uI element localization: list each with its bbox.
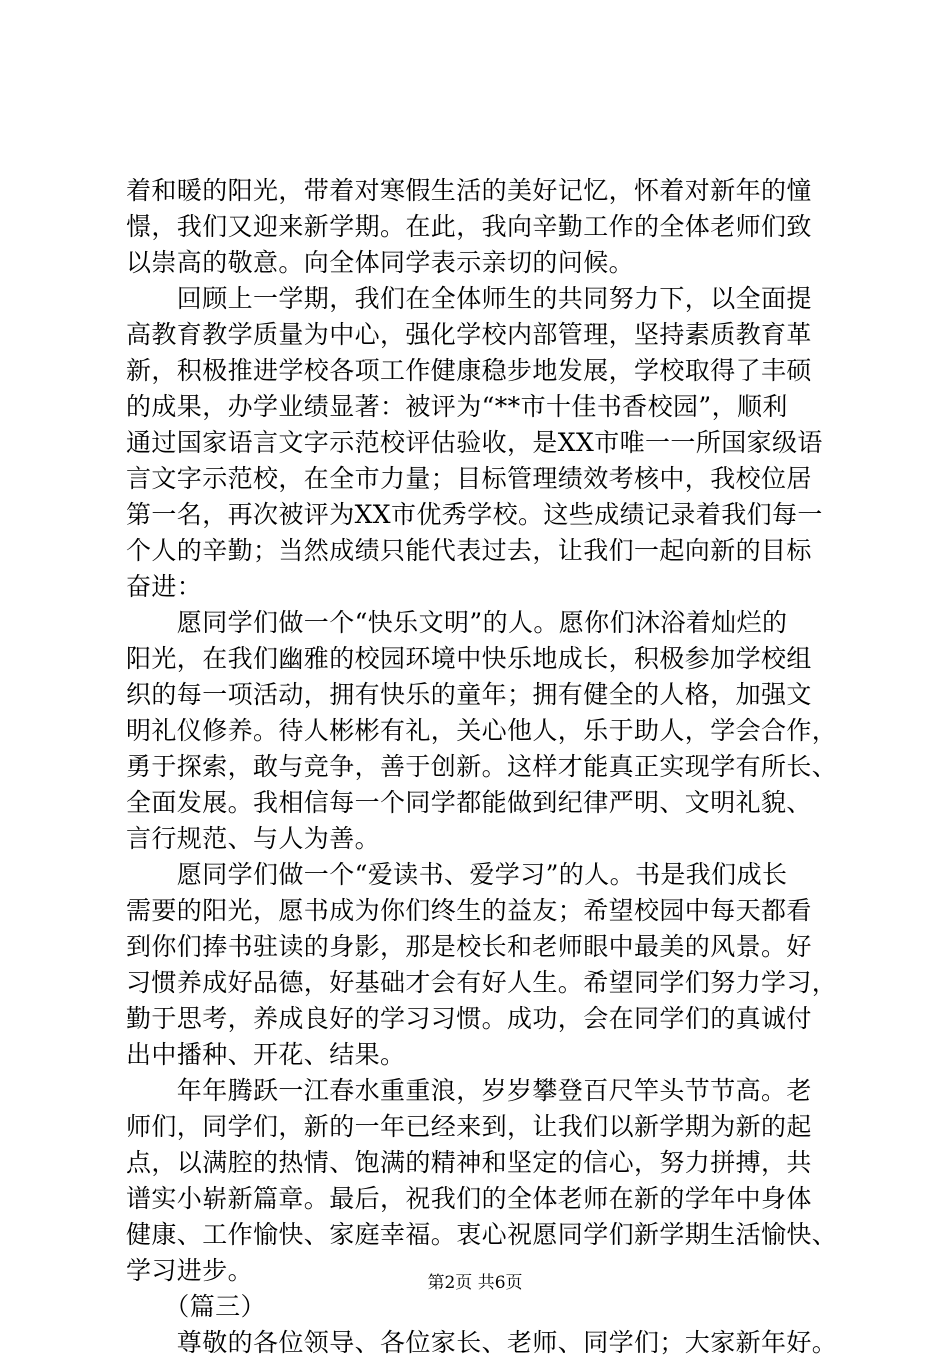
- text-line: 需要的阳光，愿书成为你们终生的益友；希望校园中每天都看: [126, 896, 812, 925]
- text-line: 高教育教学质量为中心，强化学校内部管理，坚持素质教育革: [126, 320, 812, 349]
- text-line: 到你们捧书驻读的身影，那是校长和老师眼中最美的风景。好: [126, 932, 812, 961]
- text-line: 回顾上一学期，我们在全体师生的共同努力下，以全面提: [126, 284, 812, 313]
- section-heading: （篇三）: [126, 1292, 266, 1321]
- text-line: 健康、工作愉快、家庭幸福。衷心祝愿同学们新学期生活愉快、: [126, 1220, 838, 1249]
- text-line: 勤于思考，养成良好的学习习惯。成功，会在同学们的真诚付: [126, 1004, 812, 1033]
- text-line: 的成果，办学业绩显著：被评为“**市十佳书香校园”，顺利: [126, 392, 788, 421]
- text-line: 愿同学们做一个“爱读书、爱学习”的人。书是我们成长: [126, 860, 788, 889]
- text-line: 习惯养成好品德，好基础才会有好人生。希望同学们努力学习，: [126, 968, 838, 997]
- text-line: 个人的辛勤；当然成绩只能代表过去，让我们一起向新的目标: [126, 536, 812, 565]
- page-number-footer: 第2页 共6页: [427, 1273, 523, 1293]
- text-line: 阳光，在我们幽雅的校园环境中快乐地成长，积极参加学校组: [126, 644, 812, 673]
- text-line: 憬，我们又迎来新学期。在此，我向辛勤工作的全体老师们致: [126, 212, 812, 241]
- text-line: 言文字示范校，在全市力量；目标管理绩效考核中，我校位居: [126, 464, 812, 493]
- text-line: 出中播种、开花、结果。: [126, 1040, 406, 1069]
- text-line: 愿同学们做一个“快乐文明”的人。愿你们沐浴着灿烂的: [126, 608, 788, 637]
- text-line: 以崇高的敬意。向全体同学表示亲切的问候。: [126, 248, 635, 277]
- text-line: 织的每一项活动，拥有快乐的童年；拥有健全的人格，加强文: [126, 680, 812, 709]
- salutation-line: 尊敬的各位领导、各位家长、老师、同学们；大家新年好。: [126, 1328, 838, 1357]
- text-line: 通过国家语言文字示范校评估验收，是XX市唯一一所国家级语: [126, 428, 823, 457]
- text-line: 奋进：: [126, 572, 203, 601]
- text-line: 谱实小崭新篇章。最后，祝我们的全体老师在新的学年中身体: [126, 1184, 812, 1213]
- text-line: 年年腾跃一江春水重重浪，岁岁攀登百尺竿头节节高。老: [126, 1076, 812, 1105]
- text-line: 勇于探索，敢与竞争，善于创新。这样才能真正实现学有所长、: [126, 752, 838, 781]
- text-line: 师们，同学们，新的一年已经来到，让我们以新学期为新的起: [126, 1112, 812, 1141]
- text-line: 点，以满腔的热情、饱满的精神和坚定的信心，努力拼搏，共: [126, 1148, 812, 1177]
- text-line: 学习进步。: [126, 1256, 254, 1285]
- text-line: 着和暖的阳光，带着对寒假生活的美好记忆，怀着对新年的憧: [126, 176, 812, 205]
- text-line: 言行规范、与人为善。: [126, 824, 381, 853]
- text-line: 明礼仪修养。待人彬彬有礼，关心他人，乐于助人，学会合作，: [126, 716, 838, 745]
- document-body: [126, 173, 838, 1361]
- text-line: 新，积极推进学校各项工作健康稳步地发展，学校取得了丰硕: [126, 356, 812, 385]
- text-line: 第一名，再次被评为XX市优秀学校。这些成绩记录着我们每一: [126, 500, 823, 529]
- text-line: 全面发展。我相信每一个同学都能做到纪律严明、文明礼貌、: [126, 788, 812, 817]
